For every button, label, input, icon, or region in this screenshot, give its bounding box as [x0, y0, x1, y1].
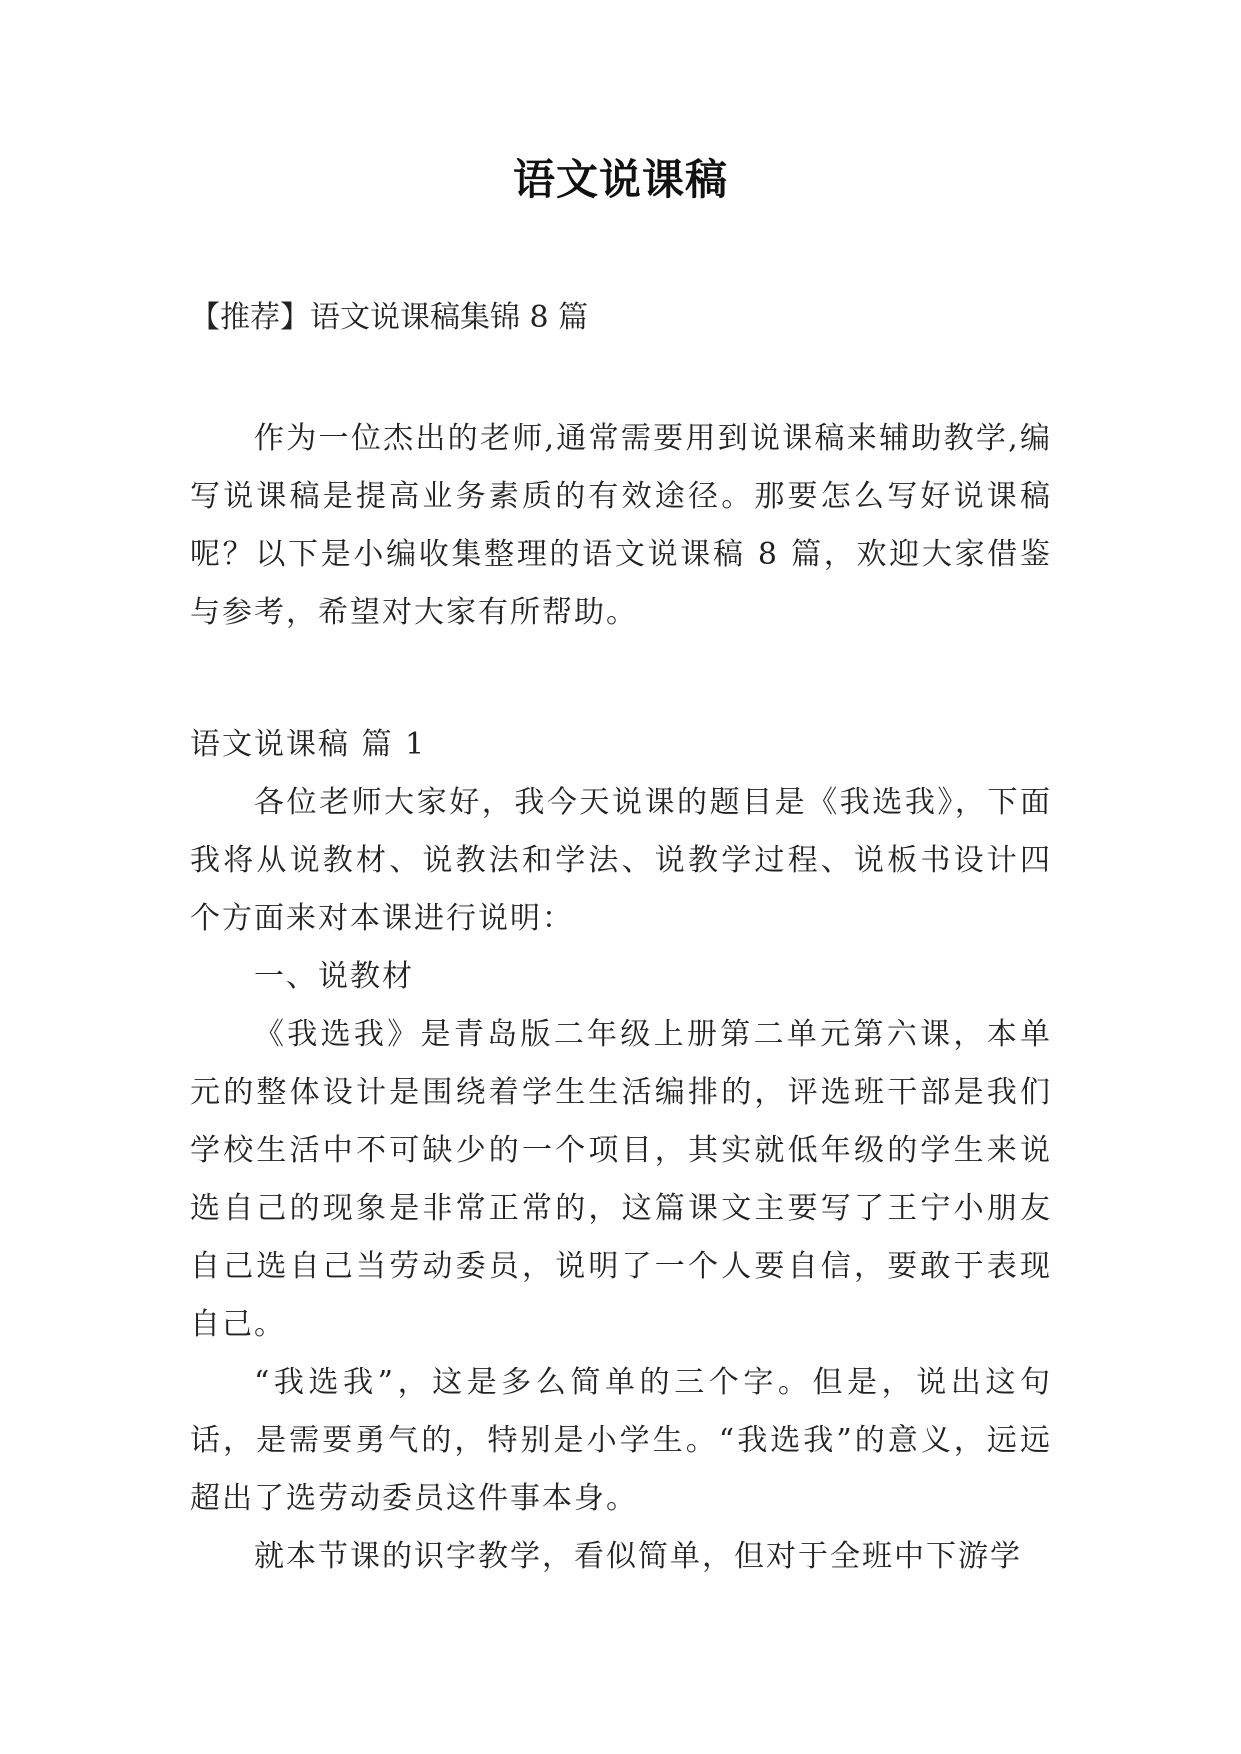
paragraph: 就本节课的识字教学，看似简单，但对于全班中下游学	[254, 1539, 1022, 1574]
intro-paragraph: 作为一位杰出的老师,通常需要用到说课稿来辅助教学,编写说课稿是提高业务素质的有效途径。那要怎么写好说课稿呢？以下是小编收集整理的语文说课稿 8 篇，欢迎大家借鉴与参考，希望对大家有所帮助。	[190, 421, 1052, 630]
section-heading: 语文说课稿 篇 1	[190, 727, 427, 762]
document-subtitle: 【推荐】语文说课稿集锦 8 篇	[190, 300, 589, 335]
document-title: 语文说课稿	[512, 155, 728, 204]
paragraph: 《我选我》是青岛版二年级上册第二单元第六课，本单元的整体设计是围绕着学生生活编排的，评选班干部是我们学校生活中不可缺少的一个项目，其实就低年级的学生来说选自己的现象是非常正常的，这篇课文主要写了王宁小朋友自己选自己当劳动委员，说明了一个人要自信，要敢于表现自己。	[190, 1017, 1052, 1342]
paragraph: “我选我”，这是多么简单的三个字。但是，说出这句话，是需要勇气的，特别是小学生。“我选我”的意义，远远超出了选劳动委员这件事本身。	[190, 1365, 1052, 1516]
paragraph: 各位老师大家好，我今天说课的题目是《我选我》，下面我将从说教材、说教法和学法、说教学过程、说板书设计四个方面来对本课进行说明：	[190, 785, 1052, 936]
subheading: 一、说教材	[254, 959, 414, 994]
document-body	[190, 410, 1052, 1586]
